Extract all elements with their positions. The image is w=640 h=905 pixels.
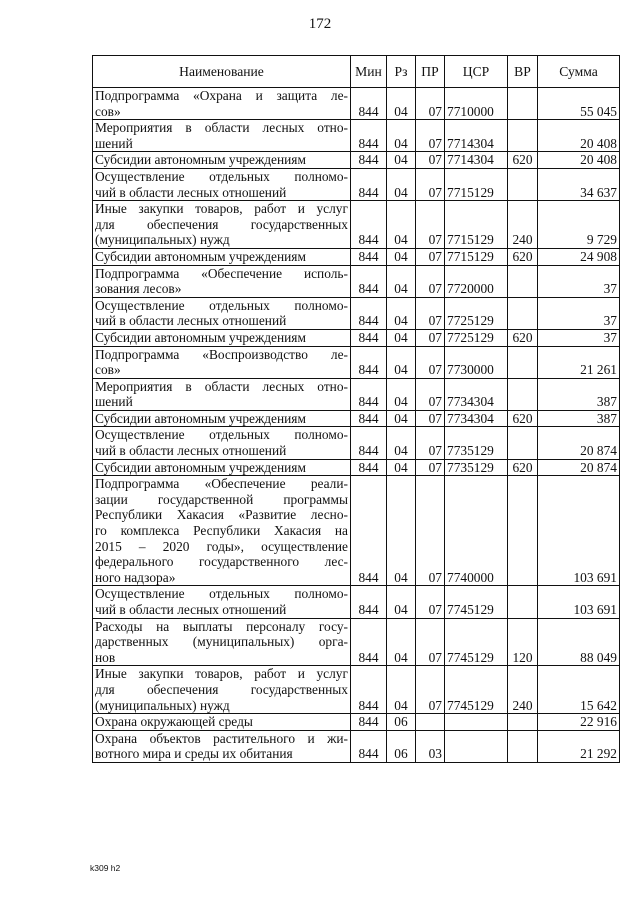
cell-name-line: Республики Хакасия «Развитие лесно- [95, 507, 348, 523]
cell-csr: 7734304 [445, 410, 508, 427]
table-row [93, 666, 620, 714]
header-pr: ПР [416, 56, 445, 88]
cell-name [93, 265, 351, 297]
cell-name-line: Мероприятия в области лесных отно- [95, 378, 348, 394]
cell-vr [508, 168, 538, 200]
cell-rz: 04 [387, 265, 416, 297]
cell-sum: 20 408 [538, 152, 620, 169]
cell-vr [508, 476, 538, 586]
cell-csr: 7735129 [445, 459, 508, 476]
cell-pr: 07 [416, 427, 445, 459]
cell-sum: 37 [538, 329, 620, 346]
cell-vr: 120 [508, 618, 538, 666]
cell-min: 844 [351, 586, 387, 618]
cell-name-line: зования лесов» [95, 281, 182, 297]
cell-rz: 04 [387, 88, 416, 120]
cell-name-line: 2015 – 2020 годы», осуществление [95, 538, 348, 554]
cell-name-line: Охрана окружающей среды [95, 714, 253, 730]
cell-name-line: (муниципальных) нужд [95, 232, 230, 248]
cell-pr: 07 [416, 248, 445, 265]
cell-name-line: Осуществление отдельных полномо- [95, 297, 348, 313]
cell-csr: 7714304 [445, 120, 508, 152]
cell-pr: 07 [416, 120, 445, 152]
cell-name [93, 714, 351, 731]
table-row [93, 427, 620, 459]
cell-name-line: дарственных (муниципальных) орга- [95, 634, 348, 650]
cell-name-line: (муниципальных) нужд [95, 697, 230, 713]
cell-csr: 7734304 [445, 378, 508, 410]
cell-name-line: Осуществление отдельных полномо- [95, 427, 348, 443]
cell-pr: 07 [416, 201, 445, 249]
cell-rz: 04 [387, 168, 416, 200]
cell-sum: 387 [538, 410, 620, 427]
cell-sum: 103 691 [538, 586, 620, 618]
table-row [93, 265, 620, 297]
cell-name [93, 120, 351, 152]
cell-vr [508, 586, 538, 618]
cell-min: 844 [351, 120, 387, 152]
cell-pr [416, 714, 445, 731]
cell-vr [508, 730, 538, 762]
cell-name [93, 378, 351, 410]
cell-name [93, 248, 351, 265]
cell-name-line: для обеспечения государственных [95, 216, 348, 232]
cell-csr [445, 730, 508, 762]
cell-name [93, 152, 351, 169]
cell-csr: 7720000 [445, 265, 508, 297]
footer-code: k309 h2 [90, 863, 121, 873]
cell-name-line: шений [95, 394, 133, 410]
cell-sum: 34 637 [538, 168, 620, 200]
header-name: Наименование [93, 56, 351, 88]
cell-min: 844 [351, 329, 387, 346]
cell-pr: 07 [416, 168, 445, 200]
cell-pr: 07 [416, 586, 445, 618]
page-number: 172 [308, 16, 332, 32]
table-row [93, 378, 620, 410]
cell-rz: 04 [387, 346, 416, 378]
cell-name [93, 297, 351, 329]
cell-name [93, 459, 351, 476]
cell-name-line: Подпрограмма «Охрана и защита ле- [95, 88, 348, 103]
table-row [93, 297, 620, 329]
cell-name-line: Осуществление отдельных полномо- [95, 586, 348, 602]
cell-name-line: Субсидии автономным учреждениям [95, 152, 306, 168]
cell-name [93, 618, 351, 666]
cell-sum: 9 729 [538, 201, 620, 249]
cell-vr: 240 [508, 201, 538, 249]
cell-csr: 7710000 [445, 88, 508, 120]
cell-rz: 04 [387, 586, 416, 618]
cell-csr [445, 714, 508, 731]
cell-name [93, 201, 351, 249]
cell-name-line: Мероприятия в области лесных отно- [95, 120, 348, 136]
cell-name-line: чий в области лесных отношений [95, 184, 287, 200]
cell-vr [508, 714, 538, 731]
cell-sum: 387 [538, 378, 620, 410]
cell-name-line: вотного мира и среды их обитания [95, 746, 293, 762]
cell-name [93, 476, 351, 586]
header-rz: Рз [387, 56, 416, 88]
table-row [93, 618, 620, 666]
cell-pr: 07 [416, 618, 445, 666]
cell-rz: 04 [387, 248, 416, 265]
table-header-row [93, 56, 620, 88]
cell-name-line: нов [95, 649, 116, 665]
cell-min: 844 [351, 346, 387, 378]
cell-vr: 240 [508, 666, 538, 714]
cell-name-line: чий в области лесных отношений [95, 443, 287, 459]
cell-name-line: чий в области лесных отношений [95, 602, 287, 617]
cell-vr [508, 378, 538, 410]
cell-sum: 37 [538, 297, 620, 329]
header-sum: Сумма [538, 56, 620, 88]
header-min: Мин [351, 56, 387, 88]
cell-sum: 55 045 [538, 88, 620, 120]
cell-min: 844 [351, 618, 387, 666]
cell-vr [508, 346, 538, 378]
cell-vr: 620 [508, 459, 538, 476]
cell-csr: 7725129 [445, 329, 508, 346]
cell-sum: 21 261 [538, 346, 620, 378]
cell-min: 844 [351, 476, 387, 586]
table-row [93, 88, 620, 120]
cell-name-line: ного надзора» [95, 569, 176, 585]
cell-pr: 07 [416, 666, 445, 714]
cell-name [93, 410, 351, 427]
cell-min: 844 [351, 459, 387, 476]
cell-min: 844 [351, 152, 387, 169]
cell-name-line: Подпрограмма «Обеспечение исполь- [95, 265, 348, 281]
cell-sum: 20 408 [538, 120, 620, 152]
cell-rz: 04 [387, 297, 416, 329]
table-row [93, 476, 620, 586]
cell-rz: 04 [387, 666, 416, 714]
cell-sum: 20 874 [538, 427, 620, 459]
cell-vr [508, 120, 538, 152]
cell-min: 844 [351, 410, 387, 427]
cell-csr: 7725129 [445, 297, 508, 329]
cell-rz: 06 [387, 714, 416, 731]
cell-csr: 7715129 [445, 248, 508, 265]
cell-vr [508, 265, 538, 297]
cell-name-line: федерального государственного лес- [95, 554, 348, 570]
cell-name-line: Субсидии автономным учреждениям [95, 410, 306, 426]
cell-name [93, 586, 351, 618]
cell-sum: 103 691 [538, 476, 620, 586]
cell-rz: 04 [387, 410, 416, 427]
cell-rz: 04 [387, 201, 416, 249]
cell-min: 844 [351, 666, 387, 714]
cell-pr: 07 [416, 88, 445, 120]
cell-min: 844 [351, 88, 387, 120]
cell-rz: 06 [387, 730, 416, 762]
cell-min: 844 [351, 714, 387, 731]
table-row [93, 152, 620, 169]
cell-name [93, 666, 351, 714]
cell-vr [508, 88, 538, 120]
cell-sum: 21 292 [538, 730, 620, 762]
cell-min: 844 [351, 378, 387, 410]
cell-rz: 04 [387, 618, 416, 666]
cell-name-line: Подпрограмма «Обеспечение реали- [95, 476, 348, 492]
cell-name [93, 730, 351, 762]
cell-name-line: сов» [95, 362, 121, 378]
table-row [93, 346, 620, 378]
cell-sum: 37 [538, 265, 620, 297]
cell-sum: 24 908 [538, 248, 620, 265]
cell-pr: 07 [416, 152, 445, 169]
cell-name-line: Субсидии автономным учреждениям [95, 248, 306, 264]
cell-name [93, 329, 351, 346]
table-row [93, 248, 620, 265]
table-row [93, 120, 620, 152]
cell-csr: 7745129 [445, 618, 508, 666]
cell-csr: 7715129 [445, 201, 508, 249]
cell-min: 844 [351, 248, 387, 265]
cell-csr: 7745129 [445, 586, 508, 618]
cell-min: 844 [351, 297, 387, 329]
cell-name [93, 427, 351, 459]
table-row [93, 410, 620, 427]
cell-name [93, 346, 351, 378]
table-row [93, 201, 620, 249]
cell-name-line: Охрана объектов растительного и жи- [95, 730, 348, 746]
cell-name-line: Субсидии автономным учреждениям [95, 459, 306, 475]
cell-name-line: Осуществление отдельных полномо- [95, 168, 348, 184]
cell-sum: 15 642 [538, 666, 620, 714]
cell-name-line: шений [95, 135, 133, 151]
header-vr: ВР [508, 56, 538, 88]
cell-vr [508, 427, 538, 459]
cell-vr: 620 [508, 329, 538, 346]
cell-name [93, 88, 351, 120]
cell-vr: 620 [508, 152, 538, 169]
table-row [93, 730, 620, 762]
cell-pr: 07 [416, 265, 445, 297]
cell-name-line: Субсидии автономным учреждениям [95, 329, 306, 345]
cell-csr: 7745129 [445, 666, 508, 714]
cell-csr: 7730000 [445, 346, 508, 378]
header-csr: ЦСР [445, 56, 508, 88]
cell-name-line: Иные закупки товаров, работ и услуг [95, 666, 348, 682]
table-row [93, 329, 620, 346]
cell-rz: 04 [387, 329, 416, 346]
cell-pr: 03 [416, 730, 445, 762]
cell-pr: 07 [416, 378, 445, 410]
table-row [93, 168, 620, 200]
table-row [93, 586, 620, 618]
cell-csr: 7714304 [445, 152, 508, 169]
cell-name-line: чий в области лесных отношений [95, 313, 287, 329]
cell-vr: 620 [508, 248, 538, 265]
cell-sum: 22 916 [538, 714, 620, 731]
cell-rz: 04 [387, 120, 416, 152]
cell-name-line: зации государственной программы [95, 491, 348, 507]
cell-rz: 04 [387, 476, 416, 586]
cell-name-line: для обеспечения государственных [95, 681, 348, 697]
cell-min: 844 [351, 730, 387, 762]
cell-rz: 04 [387, 459, 416, 476]
cell-csr: 7740000 [445, 476, 508, 586]
table-row [93, 714, 620, 731]
cell-sum: 88 049 [538, 618, 620, 666]
cell-name-line: Расходы на выплаты персоналу госу- [95, 618, 348, 634]
cell-vr [508, 297, 538, 329]
table-row [93, 459, 620, 476]
cell-name-line: Подпрограмма «Воспроизводство ле- [95, 346, 348, 362]
cell-sum: 20 874 [538, 459, 620, 476]
cell-pr: 07 [416, 346, 445, 378]
cell-pr: 07 [416, 476, 445, 586]
cell-pr: 07 [416, 329, 445, 346]
cell-name-line: сов» [95, 103, 121, 119]
cell-csr: 7735129 [445, 427, 508, 459]
cell-pr: 07 [416, 410, 445, 427]
cell-vr: 620 [508, 410, 538, 427]
cell-pr: 07 [416, 297, 445, 329]
budget-table [92, 55, 620, 763]
cell-rz: 04 [387, 378, 416, 410]
cell-csr: 7715129 [445, 168, 508, 200]
cell-rz: 04 [387, 152, 416, 169]
cell-rz: 04 [387, 427, 416, 459]
cell-min: 844 [351, 427, 387, 459]
cell-name-line: Иные закупки товаров, работ и услуг [95, 201, 348, 217]
cell-name-line: го комплекса Республики Хакасия на [95, 523, 348, 539]
cell-min: 844 [351, 265, 387, 297]
cell-name [93, 168, 351, 200]
cell-min: 844 [351, 201, 387, 249]
cell-pr: 07 [416, 459, 445, 476]
table-body [93, 88, 620, 763]
cell-min: 844 [351, 168, 387, 200]
